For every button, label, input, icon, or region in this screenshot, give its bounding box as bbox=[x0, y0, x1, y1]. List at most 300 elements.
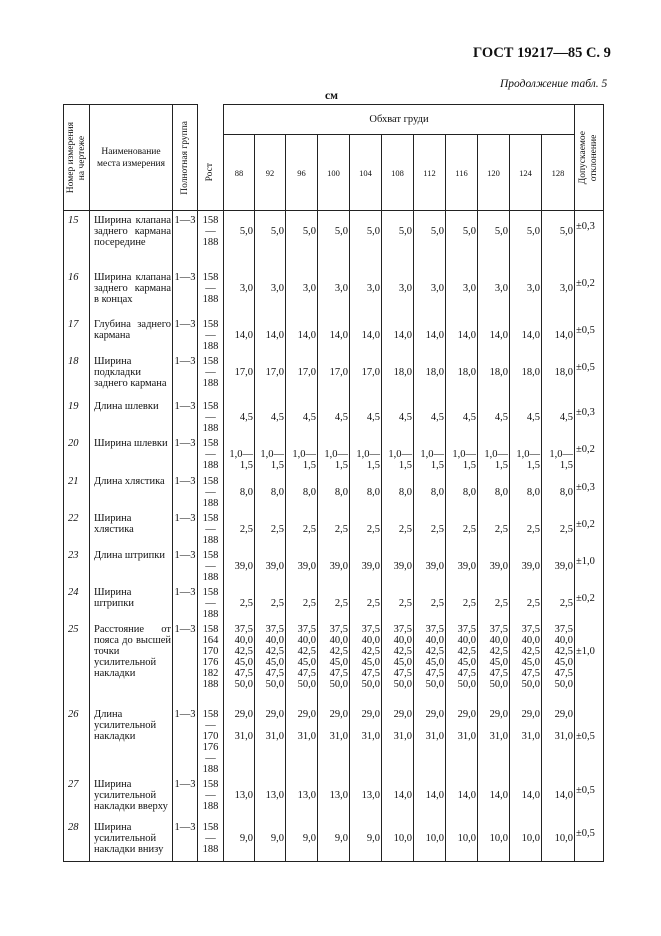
girth-value bbox=[286, 818, 318, 862]
girth-value bbox=[286, 397, 318, 434]
girth-value bbox=[350, 352, 382, 397]
girth-value-text: 8,0 bbox=[334, 486, 348, 498]
tolerance-value-text: ±0,5 bbox=[576, 784, 595, 796]
fullness-group bbox=[173, 818, 198, 862]
girth-value bbox=[255, 775, 286, 818]
girth-value bbox=[478, 620, 510, 705]
tolerance-value bbox=[575, 583, 604, 620]
table-row bbox=[64, 315, 604, 352]
girth-value-text: 39,0 bbox=[457, 560, 476, 572]
girth-value bbox=[446, 775, 478, 818]
girth-value bbox=[255, 509, 286, 546]
girth-value-text: 2,5 bbox=[430, 597, 444, 609]
measure-number bbox=[64, 818, 90, 862]
measurements-table bbox=[63, 104, 604, 862]
girth-value bbox=[255, 434, 286, 472]
girth-value bbox=[478, 352, 510, 397]
girth-value-text: 8,0 bbox=[462, 486, 476, 498]
girth-value bbox=[318, 818, 350, 862]
girth-value bbox=[446, 509, 478, 546]
measure-number-text: 18 bbox=[68, 355, 79, 367]
girth-value bbox=[542, 583, 575, 620]
girth-value-text: 2,5 bbox=[559, 523, 574, 535]
girth-value bbox=[350, 397, 382, 434]
fullness-group-text: 1—3 bbox=[174, 821, 196, 833]
height-range-text: 158— 188 bbox=[202, 437, 219, 471]
girth-value-text: 2,5 bbox=[334, 523, 348, 535]
header-chest-size bbox=[255, 135, 286, 211]
girth-value-text: 8,0 bbox=[302, 486, 316, 498]
girth-value-text: 2,5 bbox=[462, 523, 476, 535]
measure-name-text: Ширина клапана заднего кармана в концах bbox=[94, 271, 171, 305]
girth-value-text: 4,5 bbox=[270, 411, 284, 423]
measure-number-text: 21 bbox=[68, 475, 79, 487]
girth-value-text: 4,5 bbox=[239, 411, 253, 423]
table-row bbox=[64, 211, 604, 268]
height-range bbox=[198, 268, 224, 315]
girth-value bbox=[286, 315, 318, 352]
girth-value bbox=[446, 818, 478, 862]
header-chest-girth-text: Обхват груди bbox=[369, 114, 429, 125]
girth-value bbox=[286, 509, 318, 546]
measure-name bbox=[90, 434, 173, 472]
girth-value bbox=[255, 352, 286, 397]
header-tolerance bbox=[575, 105, 604, 211]
girth-value-text: 17,0 bbox=[361, 366, 380, 378]
girth-value-text: 5,0 bbox=[462, 226, 476, 237]
chest-size-value: 92 bbox=[265, 167, 275, 178]
girth-value-text: 1,0— 1,5 bbox=[516, 448, 540, 471]
height-range bbox=[198, 583, 224, 620]
header-height-text: Рост bbox=[205, 163, 215, 182]
girth-value bbox=[224, 472, 255, 509]
girth-value-text: 5,0 bbox=[398, 226, 412, 237]
girth-value bbox=[286, 620, 318, 705]
measure-number-text: 26 bbox=[68, 708, 79, 720]
girth-value bbox=[542, 434, 575, 472]
girth-value bbox=[542, 620, 575, 705]
fullness-group bbox=[173, 268, 198, 315]
girth-value-text: 14,0 bbox=[297, 329, 316, 341]
girth-value bbox=[478, 315, 510, 352]
girth-value bbox=[510, 705, 542, 775]
tolerance-value bbox=[575, 352, 604, 397]
girth-value-text: 10,0 bbox=[521, 832, 540, 844]
height-range-text: 158— 188 bbox=[202, 586, 219, 620]
table-row bbox=[64, 775, 604, 818]
tolerance-value bbox=[575, 211, 604, 268]
girth-value bbox=[350, 434, 382, 472]
girth-value bbox=[318, 705, 350, 775]
fullness-group bbox=[173, 620, 198, 705]
girth-value-text: 10,0 bbox=[489, 832, 508, 844]
girth-value bbox=[318, 509, 350, 546]
girth-value-text: 18,0 bbox=[393, 366, 412, 378]
header-chest-size bbox=[542, 135, 575, 211]
table-row bbox=[64, 397, 604, 434]
girth-value bbox=[224, 620, 255, 705]
measure-name bbox=[90, 705, 173, 775]
girth-value bbox=[286, 434, 318, 472]
girth-value-text: 29,0 31,0 bbox=[489, 708, 508, 742]
girth-value bbox=[224, 434, 255, 472]
girth-value bbox=[224, 583, 255, 620]
girth-value-text: 5,0 bbox=[494, 226, 508, 237]
tolerance-value bbox=[575, 620, 604, 705]
girth-value-text: 3,0 bbox=[559, 282, 574, 294]
girth-value bbox=[478, 509, 510, 546]
measure-name bbox=[90, 397, 173, 434]
measure-number bbox=[64, 268, 90, 315]
girth-value-text: 5,0 bbox=[239, 226, 253, 237]
girth-value bbox=[255, 583, 286, 620]
girth-value bbox=[224, 509, 255, 546]
girth-value bbox=[510, 397, 542, 434]
girth-value bbox=[224, 211, 255, 268]
fullness-group-text: 1—3 bbox=[174, 708, 196, 720]
fullness-group-text: 1—3 bbox=[174, 437, 196, 449]
girth-value-text: 39,0 bbox=[489, 560, 508, 572]
girth-value bbox=[542, 509, 575, 546]
measure-number bbox=[64, 509, 90, 546]
girth-value bbox=[542, 268, 575, 315]
girth-value bbox=[414, 509, 446, 546]
girth-value-text: 2,5 bbox=[559, 597, 574, 609]
height-range bbox=[198, 211, 224, 268]
tolerance-value bbox=[575, 775, 604, 818]
header-chest-size bbox=[478, 135, 510, 211]
girth-value-text: 14,0 bbox=[425, 789, 444, 801]
measure-name bbox=[90, 509, 173, 546]
header-measure-number bbox=[64, 105, 90, 211]
girth-value-text: 4,5 bbox=[430, 411, 444, 423]
fullness-group-text: 1—3 bbox=[174, 586, 196, 598]
girth-value-text: 4,5 bbox=[526, 411, 540, 423]
girth-value bbox=[286, 352, 318, 397]
girth-value bbox=[286, 546, 318, 583]
measure-number-text: 25 bbox=[68, 623, 79, 635]
girth-value bbox=[382, 352, 414, 397]
page-header-standard: ГОСТ 19217—85 С. 9 bbox=[473, 45, 611, 61]
girth-value bbox=[255, 397, 286, 434]
measure-name-text: Ширина хлястика bbox=[94, 512, 134, 535]
girth-value-text: 14,0 bbox=[393, 329, 412, 341]
girth-value-text: 29,0 31,0 bbox=[234, 708, 253, 742]
measure-name-text: Ширина подкладки заднего кармана bbox=[94, 355, 167, 389]
table-row bbox=[64, 546, 604, 583]
tolerance-value-text: ±0,3 bbox=[576, 481, 595, 493]
girth-value bbox=[350, 775, 382, 818]
girth-value bbox=[542, 472, 575, 509]
girth-value-text: 29,0 31,0 bbox=[457, 708, 476, 742]
measure-name bbox=[90, 211, 173, 268]
girth-value-text: 2,5 bbox=[398, 523, 412, 535]
girth-value bbox=[286, 268, 318, 315]
header-chest-size bbox=[318, 135, 350, 211]
girth-value bbox=[510, 775, 542, 818]
girth-value-text: 2,5 bbox=[462, 597, 476, 609]
tolerance-value-text: ±1,0 bbox=[576, 555, 595, 567]
chest-size-value: 108 bbox=[391, 167, 404, 178]
girth-value bbox=[414, 352, 446, 397]
measure-name-text: Ширина усилительной накладки вверху bbox=[94, 778, 168, 812]
girth-value bbox=[446, 546, 478, 583]
girth-value bbox=[318, 352, 350, 397]
girth-value bbox=[542, 211, 575, 268]
height-range-text: 158— 188 bbox=[202, 549, 219, 583]
girth-value-text: 8,0 bbox=[559, 486, 574, 498]
fullness-group-text: 1—3 bbox=[174, 623, 196, 635]
girth-value-text: 14,0 bbox=[425, 329, 444, 341]
girth-value-text: 2,5 bbox=[398, 597, 412, 609]
chest-size-value: 112 bbox=[423, 167, 436, 178]
fullness-group bbox=[173, 315, 198, 352]
girth-value bbox=[510, 434, 542, 472]
fullness-group bbox=[173, 583, 198, 620]
girth-value-text: 37,5 40,0 42,5 45,0 47,5 50,0 bbox=[329, 623, 348, 690]
girth-value-text: 37,5 40,0 42,5 45,0 47,5 50,0 bbox=[521, 623, 540, 690]
girth-value-text: 2,5 bbox=[366, 597, 380, 609]
girth-value-text: 3,0 bbox=[334, 282, 348, 294]
girth-value bbox=[255, 315, 286, 352]
measure-name bbox=[90, 775, 173, 818]
height-range bbox=[198, 509, 224, 546]
measure-number-text: 20 bbox=[68, 437, 79, 449]
girth-value bbox=[414, 775, 446, 818]
girth-value bbox=[255, 546, 286, 583]
girth-value bbox=[318, 434, 350, 472]
girth-value bbox=[350, 211, 382, 268]
girth-value bbox=[382, 775, 414, 818]
girth-value-text: 13,0 bbox=[234, 789, 253, 801]
girth-value bbox=[542, 705, 575, 775]
girth-value-text: 3,0 bbox=[494, 282, 508, 294]
girth-value bbox=[255, 620, 286, 705]
girth-value-text: 18,0 bbox=[554, 366, 574, 378]
girth-value bbox=[350, 315, 382, 352]
girth-value-text: 5,0 bbox=[302, 226, 316, 237]
girth-value bbox=[286, 472, 318, 509]
girth-value bbox=[510, 211, 542, 268]
girth-value bbox=[224, 775, 255, 818]
measure-name bbox=[90, 352, 173, 397]
table-row bbox=[64, 472, 604, 509]
girth-value-text: 4,5 bbox=[302, 411, 316, 423]
girth-value-text: 5,0 bbox=[366, 226, 380, 237]
height-range bbox=[198, 397, 224, 434]
girth-value-text: 29,0 31,0 bbox=[361, 708, 380, 742]
table-continuation-caption: Продолжение табл. 5 bbox=[500, 78, 608, 90]
girth-value bbox=[542, 352, 575, 397]
header-fullness-group-text: Полнотная группа bbox=[179, 120, 190, 195]
girth-value-text: 8,0 bbox=[366, 486, 380, 498]
girth-value-text: 39,0 bbox=[234, 560, 253, 572]
table-row bbox=[64, 509, 604, 546]
girth-value bbox=[414, 583, 446, 620]
girth-value bbox=[318, 472, 350, 509]
height-range-text: 158— 188 bbox=[202, 318, 219, 352]
measure-name-text: Длина шлевки bbox=[94, 400, 159, 412]
tolerance-value bbox=[575, 546, 604, 583]
girth-value bbox=[414, 397, 446, 434]
girth-value-text: 37,5 40,0 42,5 45,0 47,5 50,0 bbox=[361, 623, 380, 690]
table-row bbox=[64, 583, 604, 620]
girth-value-text: 1,0— 1,5 bbox=[229, 448, 253, 471]
header-measure-name-text: Наименование места измерения bbox=[97, 146, 165, 169]
girth-value-text: 2,5 bbox=[270, 597, 284, 609]
tolerance-value bbox=[575, 509, 604, 546]
girth-value-text: 37,5 40,0 42,5 45,0 47,5 50,0 bbox=[457, 623, 476, 690]
chest-size-value: 104 bbox=[359, 167, 372, 178]
table-row bbox=[64, 268, 604, 315]
tolerance-value bbox=[575, 434, 604, 472]
girth-value-text: 29,0 31,0 bbox=[265, 708, 284, 742]
girth-value-text: 10,0 bbox=[393, 832, 412, 844]
girth-value-text: 37,5 40,0 42,5 45,0 47,5 50,0 bbox=[297, 623, 316, 690]
measure-number bbox=[64, 397, 90, 434]
height-range-text: 158 164 170 176 182 188 bbox=[202, 623, 219, 690]
girth-value bbox=[382, 397, 414, 434]
girth-value-text: 2,5 bbox=[239, 597, 253, 609]
table-row bbox=[64, 620, 604, 705]
girth-value bbox=[255, 268, 286, 315]
girth-value-text: 1,0— 1,5 bbox=[484, 448, 508, 471]
measure-number-text: 23 bbox=[68, 549, 79, 561]
girth-value-text: 29,0 31,0 bbox=[425, 708, 444, 742]
fullness-group-text: 1—3 bbox=[174, 778, 196, 790]
girth-value-text: 4,5 bbox=[462, 411, 476, 423]
girth-value bbox=[478, 397, 510, 434]
girth-value bbox=[446, 397, 478, 434]
girth-value bbox=[414, 818, 446, 862]
girth-value bbox=[350, 705, 382, 775]
girth-value-text: 39,0 bbox=[393, 560, 412, 572]
header-chest-size bbox=[382, 135, 414, 211]
girth-value-text: 2,5 bbox=[430, 523, 444, 535]
girth-value bbox=[446, 472, 478, 509]
measure-number-text: 19 bbox=[68, 400, 79, 412]
height-range bbox=[198, 705, 224, 775]
unit-label: см bbox=[325, 90, 338, 102]
measure-number bbox=[64, 211, 90, 268]
measure-number bbox=[64, 583, 90, 620]
chest-size-value: 116 bbox=[455, 167, 468, 178]
girth-value-text: 14,0 bbox=[554, 789, 574, 801]
girth-value-text: 18,0 bbox=[457, 366, 476, 378]
girth-value bbox=[414, 268, 446, 315]
measure-name bbox=[90, 583, 173, 620]
girth-value-text: 18,0 bbox=[489, 366, 508, 378]
chest-size-value: 100 bbox=[327, 167, 340, 178]
measure-number-text: 16 bbox=[68, 271, 79, 283]
girth-value-text: 37,5 40,0 42,5 45,0 47,5 50,0 bbox=[489, 623, 508, 690]
girth-value-text: 4,5 bbox=[366, 411, 380, 423]
girth-value-text: 14,0 bbox=[489, 789, 508, 801]
girth-value-text: 17,0 bbox=[297, 366, 316, 378]
measure-name-text: Ширина усилительной накладки внизу bbox=[94, 821, 164, 855]
girth-value-text: 39,0 bbox=[521, 560, 540, 572]
girth-value bbox=[510, 818, 542, 862]
girth-value-text: 14,0 bbox=[457, 329, 476, 341]
girth-value bbox=[510, 509, 542, 546]
girth-value bbox=[542, 775, 575, 818]
height-range-text: 158— 188 bbox=[202, 215, 219, 248]
measure-name bbox=[90, 546, 173, 583]
girth-value bbox=[350, 546, 382, 583]
height-range bbox=[198, 434, 224, 472]
girth-value bbox=[478, 818, 510, 862]
girth-value-text: 14,0 bbox=[329, 329, 348, 341]
fullness-group bbox=[173, 472, 198, 509]
measure-name bbox=[90, 818, 173, 862]
girth-value-text: 8,0 bbox=[398, 486, 412, 498]
girth-value-text: 39,0 bbox=[361, 560, 380, 572]
girth-value-text: 10,0 bbox=[457, 832, 476, 844]
girth-value-text: 18,0 bbox=[425, 366, 444, 378]
girth-value bbox=[446, 705, 478, 775]
girth-value-text: 14,0 bbox=[489, 329, 508, 341]
header-chest-size bbox=[414, 135, 446, 211]
height-range bbox=[198, 818, 224, 862]
girth-value-text: 1,0— 1,5 bbox=[260, 448, 284, 471]
measure-number bbox=[64, 546, 90, 583]
header-measure-name bbox=[90, 105, 173, 211]
girth-value bbox=[510, 546, 542, 583]
girth-value bbox=[446, 315, 478, 352]
chest-size-value: 128 bbox=[551, 167, 565, 178]
girth-value bbox=[382, 705, 414, 775]
height-range bbox=[198, 315, 224, 352]
table-row bbox=[64, 352, 604, 397]
girth-value-text: 13,0 bbox=[265, 789, 284, 801]
header-chest-size bbox=[224, 135, 255, 211]
girth-value bbox=[414, 620, 446, 705]
fullness-group-text: 1—3 bbox=[174, 215, 196, 226]
girth-value-text: 14,0 bbox=[554, 329, 574, 341]
girth-value-text: 2,5 bbox=[526, 523, 540, 535]
girth-value-text: 14,0 bbox=[361, 329, 380, 341]
height-range bbox=[198, 620, 224, 705]
girth-value bbox=[224, 315, 255, 352]
tolerance-value bbox=[575, 705, 604, 775]
height-range bbox=[198, 775, 224, 818]
girth-value bbox=[446, 583, 478, 620]
measure-number-text: 22 bbox=[68, 512, 79, 524]
girth-value bbox=[446, 268, 478, 315]
girth-value bbox=[414, 705, 446, 775]
fullness-group-text: 1—3 bbox=[174, 271, 196, 283]
fullness-group-text: 1—3 bbox=[174, 549, 196, 561]
girth-value-text: 3,0 bbox=[398, 282, 412, 294]
tolerance-value-text: ±1,0 bbox=[576, 645, 595, 657]
header-height bbox=[198, 135, 224, 211]
girth-value bbox=[446, 434, 478, 472]
girth-value-text: 10,0 bbox=[554, 832, 574, 844]
girth-value-text: 29,0 31,0 bbox=[297, 708, 316, 742]
girth-value-text: 4,5 bbox=[398, 411, 412, 423]
tolerance-value-text: ±0,5 bbox=[576, 324, 595, 336]
girth-value-text: 9,0 bbox=[366, 832, 380, 844]
tolerance-value bbox=[575, 268, 604, 315]
girth-value-text: 39,0 bbox=[329, 560, 348, 572]
girth-value bbox=[478, 775, 510, 818]
tolerance-value bbox=[575, 472, 604, 509]
girth-value-text: 29,0 31,0 bbox=[521, 708, 540, 742]
girth-value-text: 29,0 31,0 bbox=[393, 708, 412, 742]
girth-value-text: 2,5 bbox=[239, 523, 253, 535]
girth-value bbox=[382, 509, 414, 546]
girth-value bbox=[414, 315, 446, 352]
